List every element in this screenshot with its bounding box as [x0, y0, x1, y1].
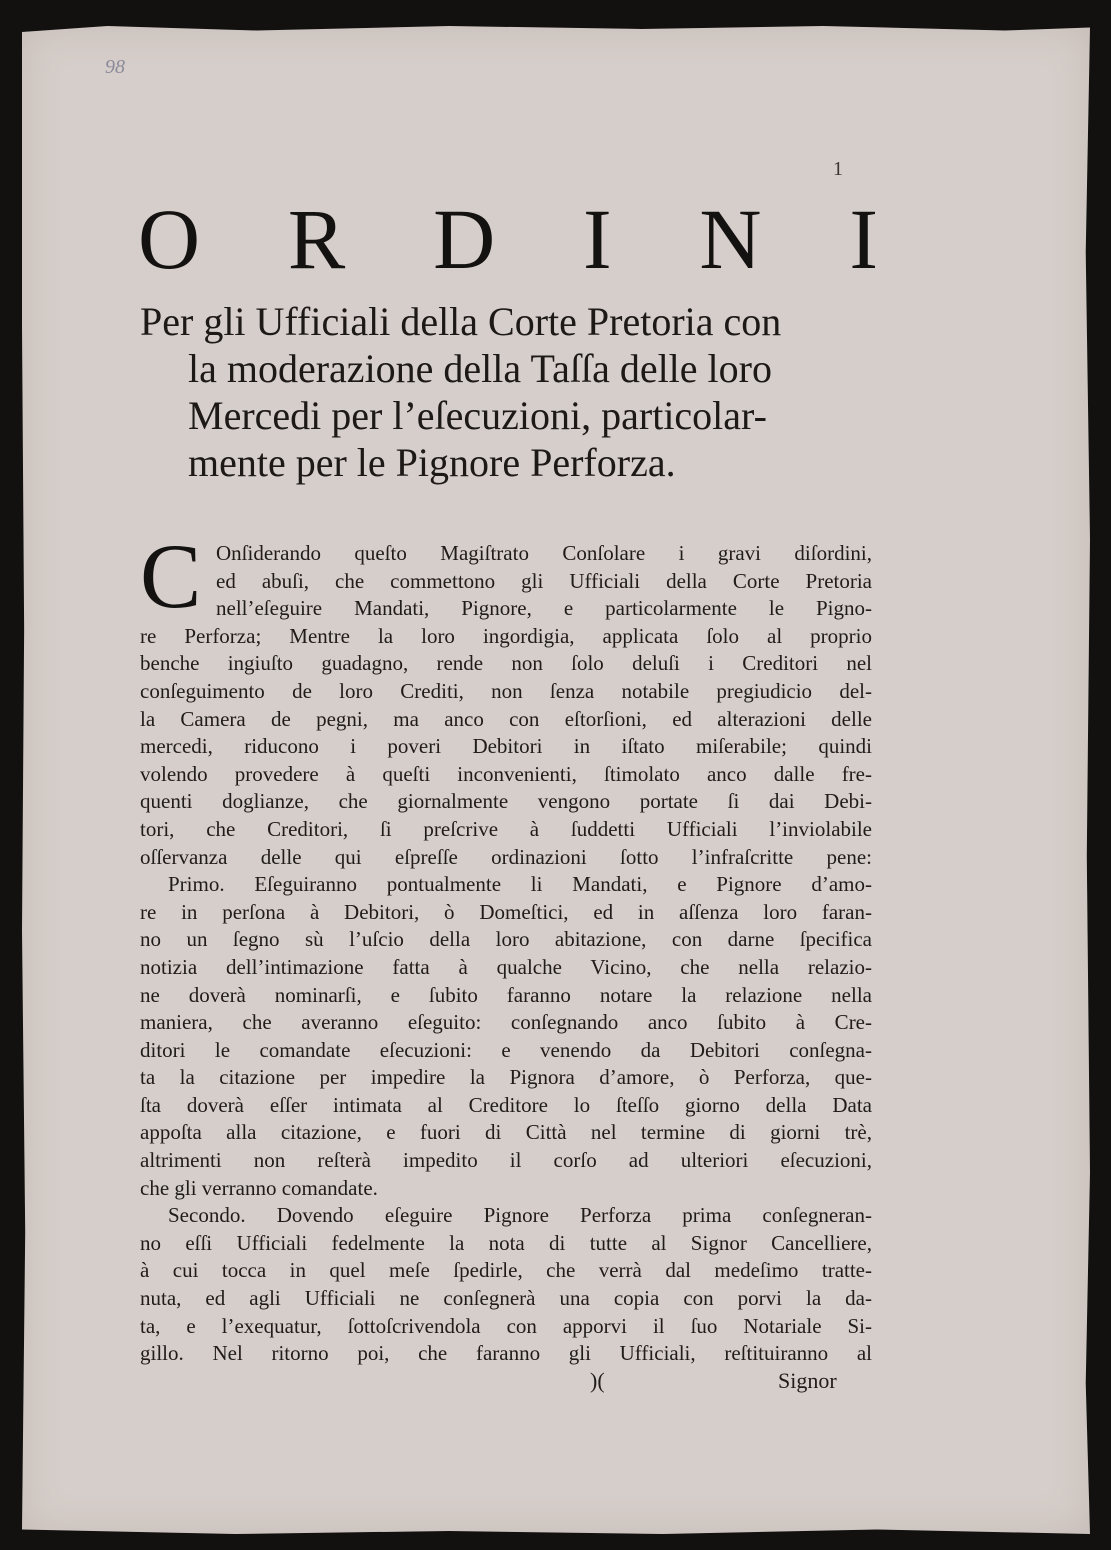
text-line: Onſiderando queſto Magiſtrato Conſolare i gravi diſordini,: [216, 541, 872, 565]
text-line: re Perforza; Mentre la loro ingordigia, applicata ſolo al proprio: [140, 623, 872, 648]
subtitle: [140, 298, 880, 486]
text-line: che gli verranno comandate.: [140, 1175, 378, 1200]
text-line: ta la citazione per impedire la Pignora d’amore, ò Perforza, que-: [140, 1065, 872, 1090]
text-line: nuta, ed agli Ufficiali ne conſegnerà una copia con porvi la da-: [140, 1286, 872, 1311]
text-line: notizia dell’intimazione fatta à qualche Vicino, che nella relazio-: [140, 954, 872, 979]
body-text: [140, 540, 872, 1368]
title-letter: O: [138, 191, 201, 287]
text-line: tori, che Creditori, ſi preſcrive à ſuddetti Ufficiali l’inviolabile: [140, 816, 872, 841]
text-line: nell’eſeguire Mandati, Pignore, e particolarmente le Pigno-: [216, 596, 872, 621]
text-line: gillo. Nel ritorno poi, che faranno gli Ufficiali, reſtituiranno al: [140, 1341, 872, 1366]
text-line: oſſervanza delle qui eſpreſſe ordinazioni ſotto l’infraſcritte pene:: [140, 844, 872, 869]
text-line: Secondo. Dovendo eſeguire Pignore Perforza prima conſegneran-: [168, 1203, 872, 1228]
catchword: Signor: [778, 1368, 837, 1393]
title-letter: N: [699, 191, 762, 287]
text-line: la Camera de pegni, ma anco con eſtorſioni, ed alterazioni delle: [140, 706, 872, 731]
page-title: [138, 191, 878, 287]
text-line: no eſſi Ufficiali fedelmente la nota di tutte al Signor Cancelliere,: [140, 1230, 872, 1255]
text-line: ta, e l’exequatur, ſottoſcrivendola con apporvi il ſuo Notariale Si-: [140, 1313, 872, 1338]
title-letter: I: [582, 191, 612, 287]
text-line: mercedi, riducono i poveri Debitori in iſtato miſerabile; quindi: [140, 734, 872, 759]
text-line: altrimenti non reſterà impedito il corſo ad ulteriori eſecuzioni,: [140, 1148, 872, 1173]
archive-number: 98: [105, 56, 125, 78]
drop-cap: C: [140, 525, 202, 627]
text-line: à cui tocca in quel meſe ſpedirle, che verrà dal medeſimo tratte-: [140, 1258, 872, 1283]
title-letter: R: [287, 191, 346, 287]
text-line: quenti doglianze, che giornalmente vengono portate ſi dai Debi-: [140, 789, 872, 814]
title-letter: I: [849, 191, 878, 287]
text-line: maniera, che averanno eſeguito: conſegnando anco ſubito à Cre-: [140, 1010, 872, 1035]
text-line: volendo provedere à queſti inconvenienti, ſtimolato anco dalle fre-: [140, 761, 872, 786]
text-line: ed abuſi, che commettono gli Ufficiali della Corte Pretoria: [216, 568, 872, 593]
text-line: benche ingiuſto guadagno, rende non ſolo deluſi i Creditori nel: [140, 651, 872, 676]
text-line: ditori le comandate eſecuzioni: e venendo da Debitori conſegna-: [140, 1037, 872, 1062]
text-line: re in perſona à Debitori, ò Domeſtici, ed in aſſenza loro faran-: [140, 899, 872, 924]
ornament: )(: [590, 1368, 605, 1393]
page-number: 1: [833, 158, 843, 180]
text-line: appoſta alla citazione, e fuori di Città nel termine di giorni trè,: [140, 1120, 872, 1145]
text-line: ne doverà nominarſi, e ſubito faranno notare la relazione nella: [140, 982, 872, 1007]
subtitle-line: la moderazione della Taſſa delle loro: [188, 346, 772, 391]
text-line: conſeguimento de loro Crediti, non ſenza notabile pregiudicio del-: [140, 678, 872, 703]
text-line: no un ſegno sù l’uſcio della loro abitazione, con darne ſpecifica: [140, 927, 872, 952]
text-line: ſta doverà eſſer intimata al Creditore lo ſteſſo giorno della Data: [140, 1092, 872, 1117]
subtitle-line: Per gli Ufficiali della Corte Pretoria con: [140, 299, 782, 344]
text-line: Primo. Eſeguiranno pontualmente li Mandati, e Pignore d’amo-: [168, 872, 872, 897]
subtitle-line: mente per le Pignore Perforza.: [188, 440, 676, 485]
subtitle-line: Mercedi per l’eſecuzioni, particolar-: [188, 393, 767, 438]
title-letter: D: [433, 191, 496, 287]
